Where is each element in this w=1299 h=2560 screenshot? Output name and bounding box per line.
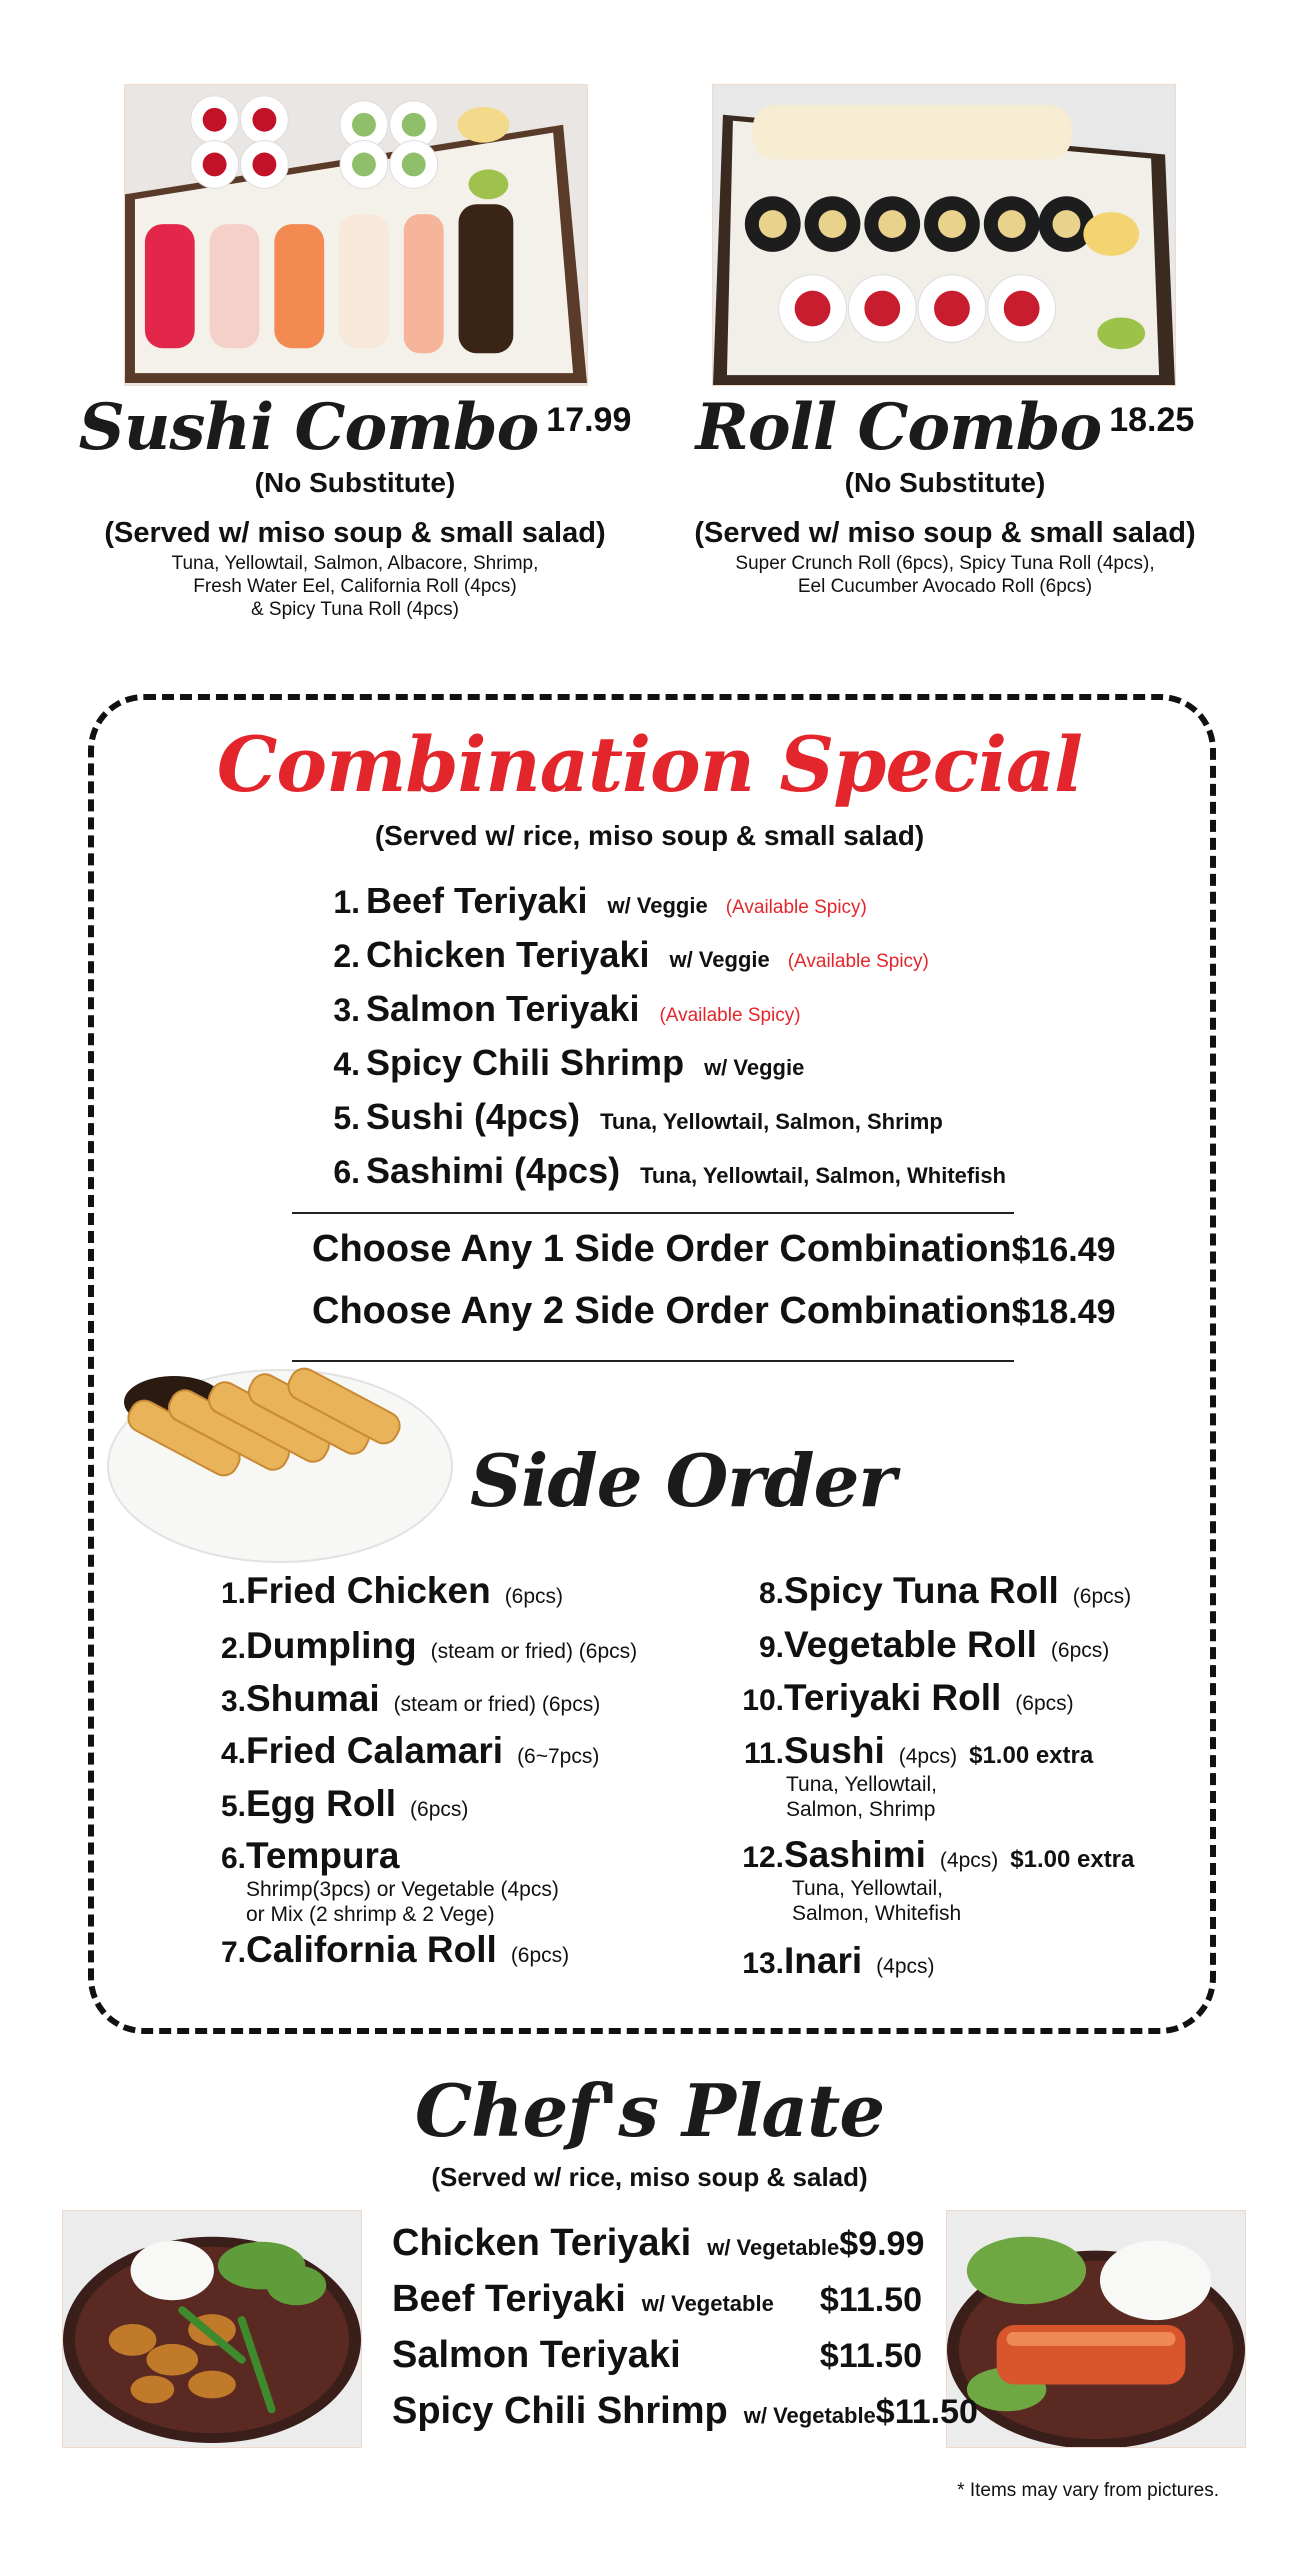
chefs-plate-list (392, 2222, 978, 2446)
item-number: 3. (333, 992, 360, 1028)
item-desc: w/ Vegetable (707, 2235, 840, 2260)
item-number: 13. (742, 1947, 784, 1980)
sushi-combo-served: (Served w/ miso soup & small salad) (104, 517, 606, 549)
item-note: (steam or fried) (6pcs) (393, 1693, 601, 1716)
item-name: Inari (784, 1940, 863, 1981)
extra-charge: $1.00 extra (1010, 1846, 1135, 1873)
item-name: Sushi (784, 1730, 885, 1771)
sushi-combo-items-line: & Spicy Tuna Roll (4pcs) (250, 599, 460, 620)
list-item (392, 2390, 978, 2446)
item-name: Vegetable Roll (784, 1624, 1037, 1665)
item-name: Spicy Chili Shrimp (392, 2390, 728, 2432)
item-number: 2. (333, 938, 360, 974)
item-name: Egg Roll (246, 1783, 397, 1824)
item-note: (6pcs) (510, 1944, 570, 1967)
item-name: Chicken Teriyaki (392, 2222, 692, 2264)
roll-combo-section (650, 390, 1240, 598)
list-item (210, 1929, 690, 1981)
item-name: Tempura (246, 1835, 400, 1876)
roll-combo-name: Roll Combo (695, 390, 1102, 465)
combination-option-2 (312, 1290, 1116, 1333)
chefs-plate-served: (Served w/ rice, miso soup & salad) (431, 2162, 868, 2192)
option-price: $18.49 (1011, 1293, 1116, 1331)
combination-special-served: (Served w/ rice, miso soup & small salad) (374, 820, 925, 851)
sushi-combo-name: Sushi Combo (78, 390, 539, 465)
list-item (210, 1570, 690, 1625)
item-name: Spicy Chili Shrimp (366, 1042, 685, 1083)
item-detail: Tuna, Yellowtail, (792, 1877, 943, 1900)
item-number: 6. (333, 1154, 360, 1190)
list-item (736, 1834, 1156, 1940)
sushi-combo-photo (124, 84, 588, 386)
item-number: 4. (220, 1737, 246, 1770)
list-item (210, 1730, 690, 1783)
item-note: (steam or fried) (6pcs) (430, 1640, 638, 1663)
item-name: Beef Teriyaki (366, 880, 588, 921)
item-detail: or Mix (2 shrimp & 2 Vege) (246, 1903, 495, 1926)
list-item (392, 2278, 922, 2334)
side-order-list-right (736, 1570, 1156, 1992)
item-note: (4pcs) (898, 1745, 958, 1768)
available-spicy-note: (Available Spicy) (659, 1005, 801, 1026)
item-name: Sashimi (784, 1834, 926, 1875)
list-item (736, 1940, 1156, 1992)
list-item (330, 1042, 1090, 1096)
item-price: $9.99 (839, 2225, 925, 2263)
sushi-combo-items-line: Tuna, Yellowtail, Salmon, Albacore, Shrimp, (171, 553, 539, 574)
item-number: 1. (333, 884, 360, 920)
item-note: (6pcs) (1015, 1692, 1074, 1715)
list-item (330, 1096, 1090, 1150)
item-detail: Salmon, Shrimp (786, 1798, 936, 1821)
item-number: 12. (742, 1841, 784, 1874)
item-name: Teriyaki Roll (784, 1677, 1002, 1718)
item-detail: Shrimp(3pcs) or Vegetable (4pcs) (246, 1878, 559, 1901)
item-number: 3. (220, 1685, 246, 1718)
item-name: Shumai (246, 1678, 380, 1719)
roll-combo-items (650, 552, 1240, 598)
option-price: $16.49 (1011, 1231, 1116, 1269)
sushi-combo-no-substitute: (No Substitute) (254, 467, 456, 498)
list-item (210, 1783, 690, 1835)
item-price: $11.50 (819, 2281, 922, 2319)
option-label: Choose Any 1 Side Order Combination (312, 1228, 1012, 1270)
list-item (330, 880, 1090, 934)
item-name: Chicken Teriyaki (366, 934, 650, 975)
list-item (330, 1150, 1090, 1204)
item-desc: w/ Veggie (607, 893, 708, 918)
item-name: Sushi (4pcs) (366, 1096, 581, 1137)
item-number: 5. (220, 1790, 246, 1823)
item-number: 8. (758, 1577, 784, 1610)
list-item (736, 1624, 1156, 1677)
list-item (210, 1835, 690, 1929)
item-name: Beef Teriyaki (392, 2278, 626, 2320)
roll-combo-items-line: Eel Cucumber Avocado Roll (6pcs) (797, 576, 1093, 597)
extra-charge: $1.00 extra (969, 1742, 1094, 1769)
list-item (736, 1570, 1156, 1624)
item-name: Salmon Teriyaki (366, 988, 640, 1029)
combination-special-list (330, 880, 1090, 1204)
item-name: Spicy Tuna Roll (784, 1570, 1059, 1611)
list-item (330, 934, 1090, 988)
item-note: (6pcs) (1072, 1585, 1132, 1608)
list-item (736, 1730, 1156, 1834)
item-number: 2. (220, 1632, 246, 1665)
list-item (392, 2334, 922, 2390)
egg-roll-photo (104, 1362, 456, 1566)
item-name: Fried Calamari (246, 1730, 504, 1771)
list-item (736, 1677, 1156, 1730)
item-desc: w/ Veggie (669, 947, 770, 972)
item-number: 11. (743, 1737, 784, 1770)
item-price: $11.50 (875, 2393, 978, 2431)
item-note: (6pcs) (504, 1585, 564, 1608)
available-spicy-note: (Available Spicy) (725, 897, 867, 918)
list-item (392, 2222, 925, 2278)
item-number: 10. (742, 1684, 784, 1717)
option-label: Choose Any 2 Side Order Combination (312, 1290, 1012, 1332)
item-number: 1. (220, 1577, 246, 1610)
item-name: Sashimi (4pcs) (366, 1150, 621, 1191)
sushi-combo-section (60, 390, 650, 621)
combination-special-title: Combination Special (216, 720, 1083, 809)
salmon-teriyaki-photo (946, 2210, 1246, 2448)
item-note: (6~7pcs) (517, 1745, 600, 1768)
side-order-title: Side Order (470, 1438, 896, 1523)
list-item (330, 988, 1090, 1042)
item-note: (6pcs) (410, 1798, 469, 1821)
item-desc: w/ Vegetable (743, 2403, 876, 2428)
item-desc: w/ Vegetable (641, 2291, 774, 2316)
item-note: (4pcs) (939, 1849, 999, 1872)
item-number: 4. (333, 1046, 360, 1082)
roll-combo-price: 18.25 (1109, 401, 1195, 439)
item-name: Salmon Teriyaki (392, 2334, 681, 2376)
list-item (210, 1625, 690, 1678)
item-number: 7. (220, 1936, 246, 1969)
item-name: California Roll (246, 1929, 497, 1970)
item-desc: w/ Veggie (704, 1055, 805, 1080)
item-name: Fried Chicken (246, 1570, 491, 1611)
item-number: 9. (758, 1631, 784, 1664)
footnote: * Items may vary from pictures. (957, 2480, 1219, 2501)
list-item (210, 1678, 690, 1730)
sushi-combo-price: 17.99 (546, 401, 632, 439)
item-note: (4pcs) (876, 1955, 935, 1978)
item-price: $11.50 (819, 2337, 922, 2375)
chefs-plate-title: Chef's Plate (414, 2068, 885, 2153)
roll-combo-no-substitute: (No Substitute) (844, 467, 1046, 498)
roll-combo-items-line: Super Crunch Roll (6pcs), Spicy Tuna Roll (4pcs), (735, 553, 1155, 574)
available-spicy-note: (Available Spicy) (787, 951, 929, 972)
item-desc: Tuna, Yellowtail, Salmon, Shrimp (600, 1109, 943, 1134)
item-detail: Salmon, Whitefish (792, 1902, 962, 1925)
item-detail: Tuna, Yellowtail, (786, 1773, 937, 1796)
item-note: (6pcs) (1050, 1639, 1110, 1662)
item-desc: Tuna, Yellowtail, Salmon, Whitefish (640, 1163, 1006, 1188)
sushi-combo-items-line: Fresh Water Eel, California Roll (4pcs) (193, 576, 517, 597)
roll-combo-photo (712, 84, 1176, 386)
divider-top (292, 1212, 1014, 1214)
item-number: 5. (333, 1100, 360, 1136)
chicken-teriyaki-photo (62, 2210, 362, 2448)
item-number: 6. (220, 1842, 246, 1875)
item-name: Dumpling (246, 1625, 417, 1666)
sushi-combo-items (60, 552, 650, 621)
combination-option-1 (312, 1228, 1116, 1271)
roll-combo-served: (Served w/ miso soup & small salad) (694, 517, 1196, 549)
side-order-list-left (210, 1570, 690, 1981)
